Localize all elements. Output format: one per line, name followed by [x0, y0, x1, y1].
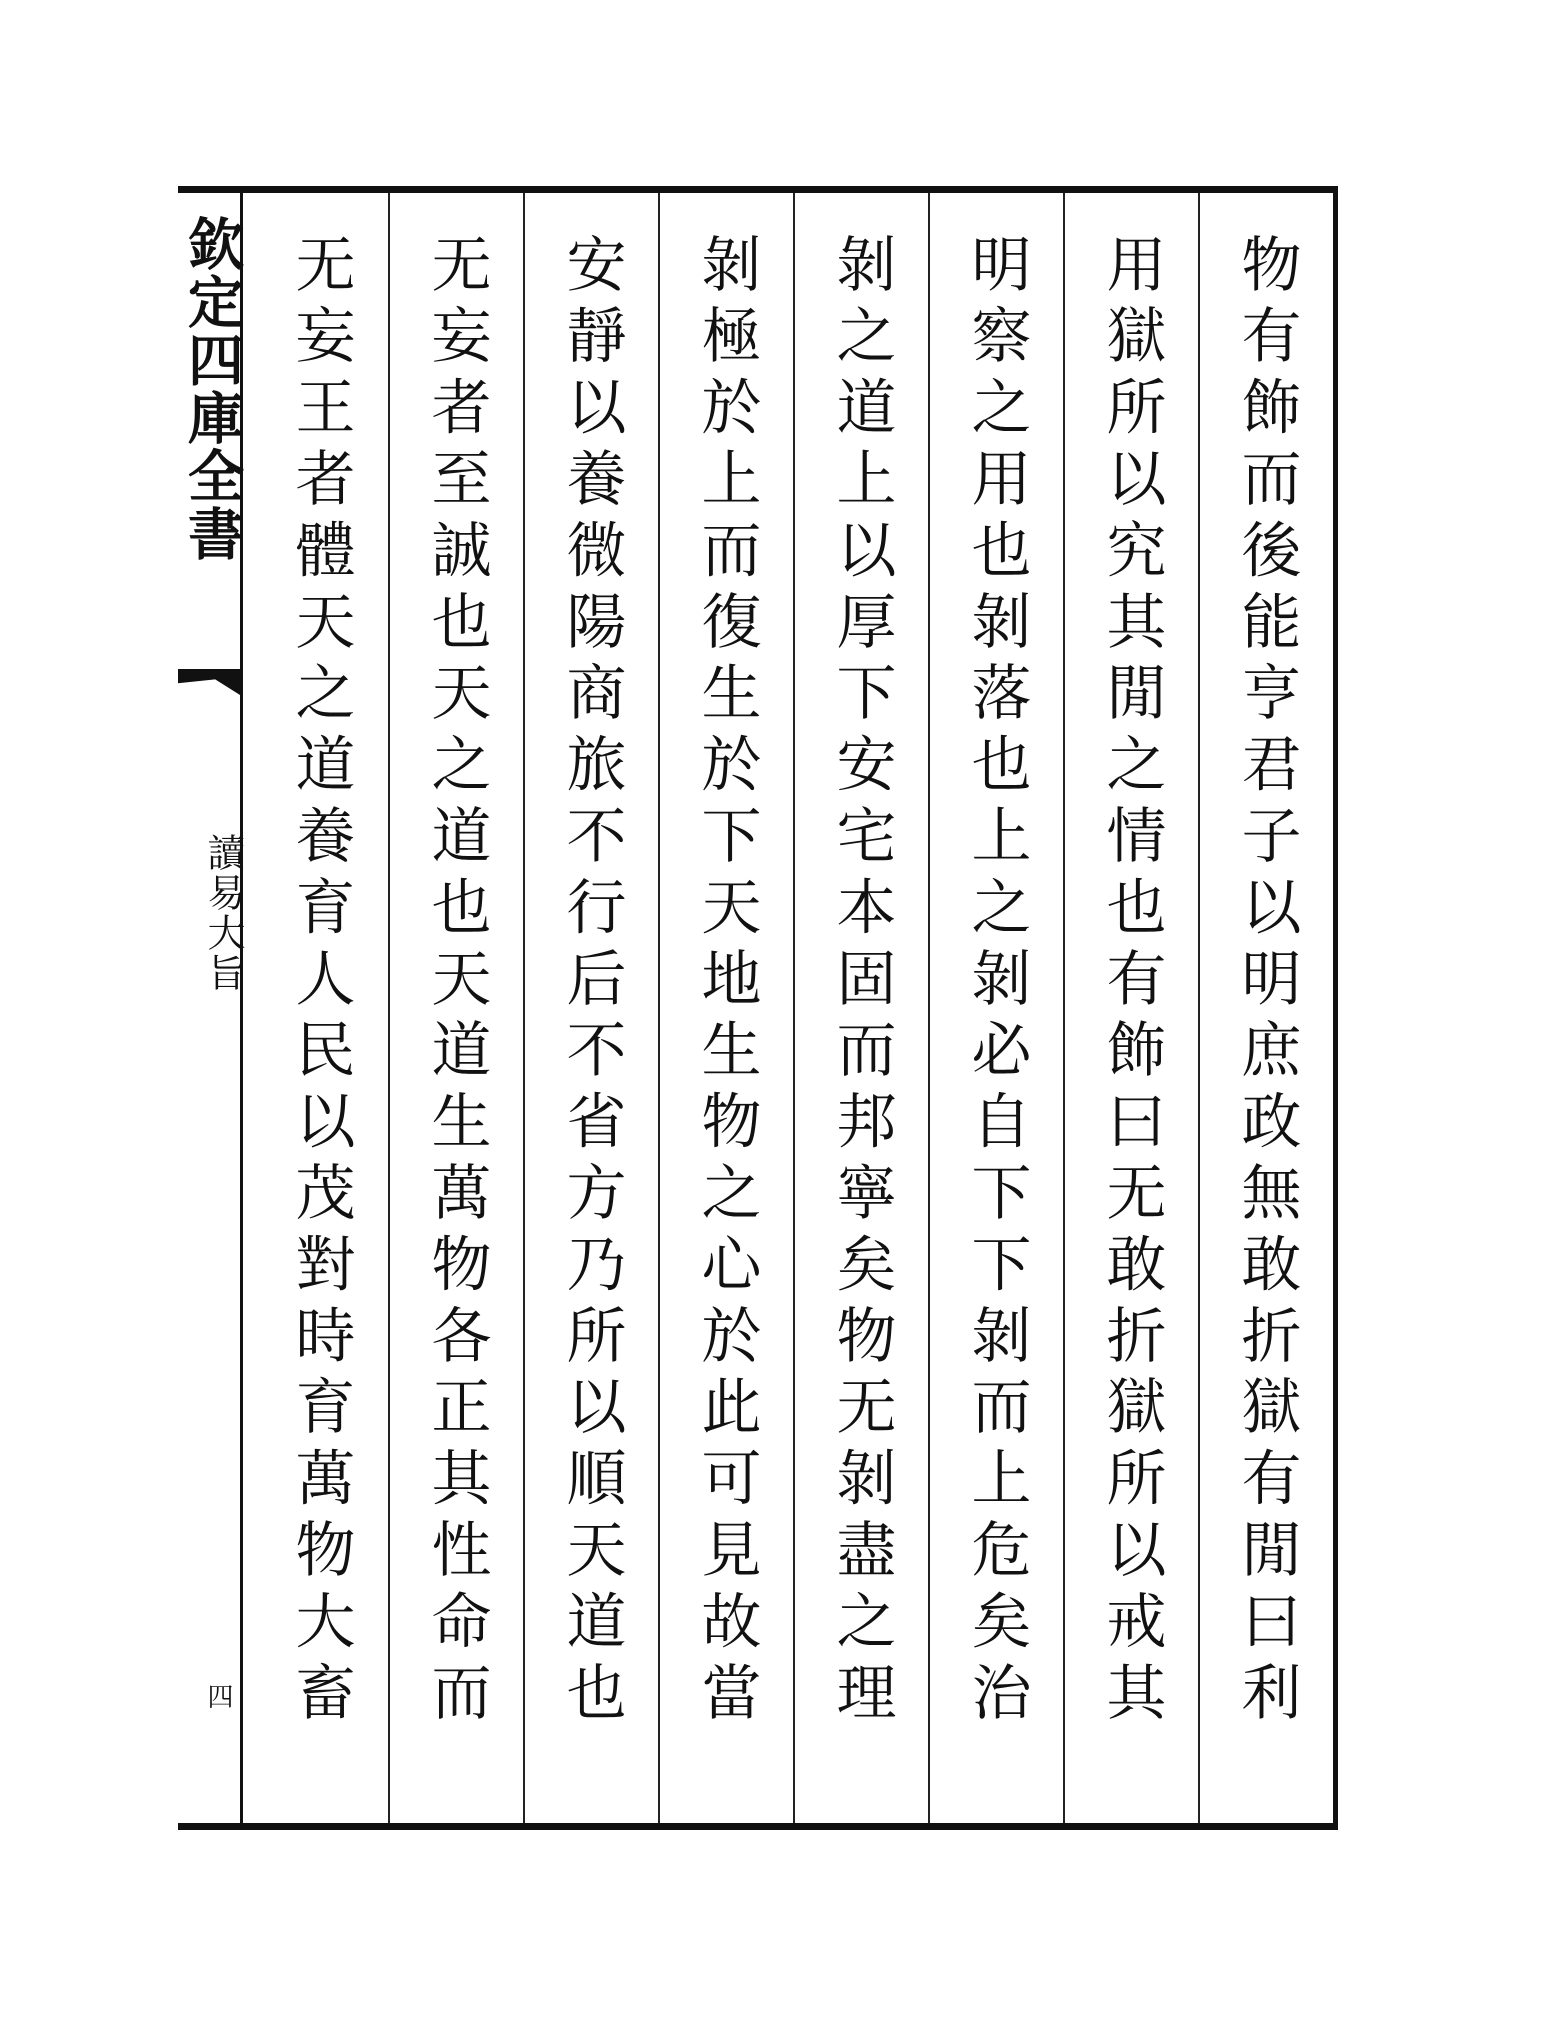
page-margin-column [178, 193, 243, 1823]
text-column [388, 193, 523, 1823]
column-text: 明察之用也剝落也上之剝必自下下剝而上危矣治 [961, 233, 1032, 1733]
text-column [658, 193, 793, 1823]
text-column [1063, 193, 1198, 1823]
column-text: 剝之道上以厚下安宅本固而邦寧矣物无剝盡之理 [826, 233, 897, 1733]
column-text: 剝極於上而復生於下天地生物之心於此可見故當 [691, 233, 762, 1733]
text-column [1198, 193, 1333, 1823]
column-text: 无妄者至誠也天之道也天道生萬物各正其性命而 [421, 233, 492, 1733]
page-number: 四 [203, 1683, 233, 1709]
text-column [793, 193, 928, 1823]
book-title: 讀易大旨 [201, 833, 245, 993]
text-columns [243, 193, 1333, 1823]
text-column [253, 193, 388, 1823]
column-text: 安靜以養微陽商旅不行后不省方乃所以順天道也 [556, 233, 627, 1733]
column-text: 用獄所以究其閒之情也有飾曰无敢折獄所以戒其 [1096, 233, 1167, 1733]
fish-tail-ornament [178, 669, 240, 695]
text-column [523, 193, 658, 1823]
collection-title: 欽定四庫全書 [179, 215, 245, 563]
text-column [928, 193, 1063, 1823]
column-text: 物有飾而後能亨君子以明庶政無敢折獄有閒曰利 [1231, 233, 1302, 1733]
page-frame [178, 186, 1338, 1830]
column-text: 无妄王者體天之道養育人民以茂對時育萬物大畜 [285, 233, 356, 1733]
